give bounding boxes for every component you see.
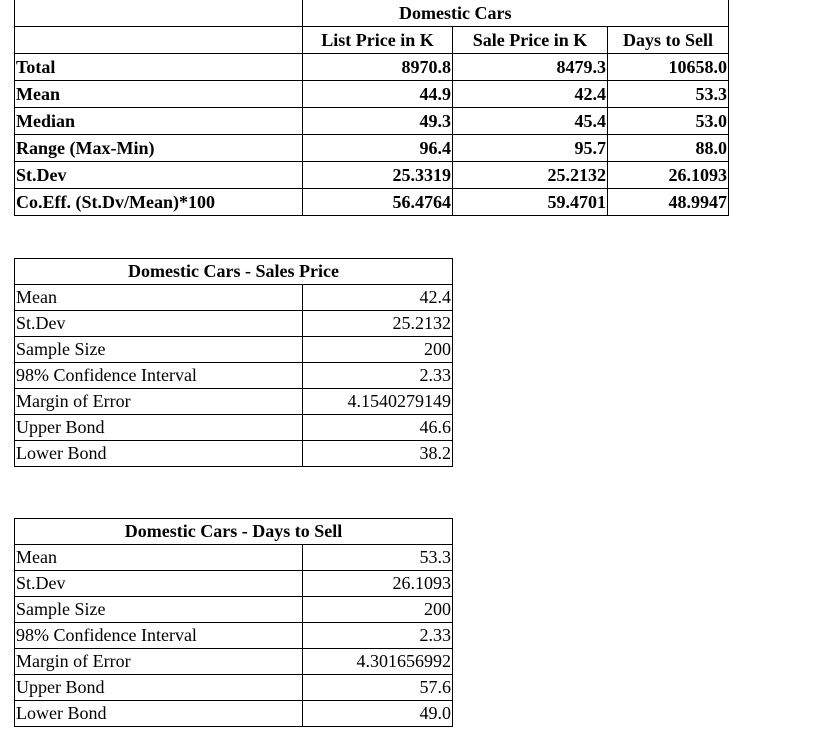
table-row [15,54,729,81]
days-to-sell-table [14,518,453,727]
table-row [15,623,453,649]
row-label: St.Dev [15,571,303,597]
row-value: 26.1093 [303,571,453,597]
summary-header-blank [15,27,303,54]
cell-days-to-sell: 48.9947 [608,189,729,216]
row-value: 2.33 [303,623,453,649]
row-value: 200 [303,337,453,363]
row-label: Total [15,54,303,81]
summary-table [14,0,729,216]
cell-list-price: 44.9 [303,81,453,108]
summary-header-row [15,27,729,54]
row-label: Upper Bond [15,415,303,441]
cell-list-price: 49.3 [303,108,453,135]
row-label: Mean [15,545,303,571]
header-days-to-sell: Days to Sell [608,27,729,54]
cell-days-to-sell: 88.0 [608,135,729,162]
table-row [15,81,729,108]
row-value: 38.2 [303,441,453,467]
row-value: 25.2132 [303,311,453,337]
table-row [15,363,453,389]
row-value: 42.4 [303,285,453,311]
summary-title-spacer-right [608,0,729,27]
cell-list-price: 8970.8 [303,54,453,81]
cell-days-to-sell: 53.3 [608,81,729,108]
row-value: 49.0 [303,701,453,727]
table-row [15,389,453,415]
summary-title: Domestic Cars [303,0,608,27]
days-to-sell-title-row [15,519,453,545]
row-label: Mean [15,285,303,311]
table-row [15,649,453,675]
row-value: 2.33 [303,363,453,389]
cell-sale-price: 59.4701 [453,189,608,216]
cell-sale-price: 95.7 [453,135,608,162]
table-row [15,545,453,571]
row-label: Margin of Error [15,649,303,675]
sales-price-title: Domestic Cars - Sales Price [15,259,453,285]
row-label: Sample Size [15,597,303,623]
days-to-sell-title: Domestic Cars - Days to Sell [15,519,453,545]
row-label: Mean [15,81,303,108]
header-sale-price: Sale Price in K [453,27,608,54]
row-label: Sample Size [15,337,303,363]
table-row [15,701,453,727]
row-label: Median [15,108,303,135]
row-label: Upper Bond [15,675,303,701]
row-value: 53.3 [303,545,453,571]
row-value: 46.6 [303,415,453,441]
table-row [15,337,453,363]
table-row [15,285,453,311]
table-row [15,597,453,623]
row-value: 4.1540279149 [303,389,453,415]
table-row [15,415,453,441]
row-value: 200 [303,597,453,623]
cell-days-to-sell: 53.0 [608,108,729,135]
row-label: Lower Bond [15,701,303,727]
cell-sale-price: 8479.3 [453,54,608,81]
sales-price-table [14,258,453,467]
row-label: Margin of Error [15,389,303,415]
table-row [15,441,453,467]
cell-list-price: 56.4764 [303,189,453,216]
row-label: St.Dev [15,162,303,189]
table-row [15,162,729,189]
table-row [15,108,729,135]
table-row [15,675,453,701]
row-label: 98% Confidence Interval [15,363,303,389]
cell-sale-price: 45.4 [453,108,608,135]
row-label: 98% Confidence Interval [15,623,303,649]
cell-sale-price: 42.4 [453,81,608,108]
sales-price-title-row [15,259,453,285]
table-row [15,311,453,337]
cell-days-to-sell: 26.1093 [608,162,729,189]
row-value: 4.301656992 [303,649,453,675]
cell-list-price: 96.4 [303,135,453,162]
row-value: 57.6 [303,675,453,701]
summary-title-row [15,0,729,27]
header-list-price: List Price in K [303,27,453,54]
cell-list-price: 25.3319 [303,162,453,189]
summary-title-spacer [15,0,303,27]
row-label: St.Dev [15,311,303,337]
row-label: Lower Bond [15,441,303,467]
cell-days-to-sell: 10658.0 [608,54,729,81]
table-row [15,189,729,216]
row-label: Range (Max-Min) [15,135,303,162]
cell-sale-price: 25.2132 [453,162,608,189]
table-row [15,135,729,162]
table-row [15,571,453,597]
row-label: Co.Eff. (St.Dv/Mean)*100 [15,189,303,216]
